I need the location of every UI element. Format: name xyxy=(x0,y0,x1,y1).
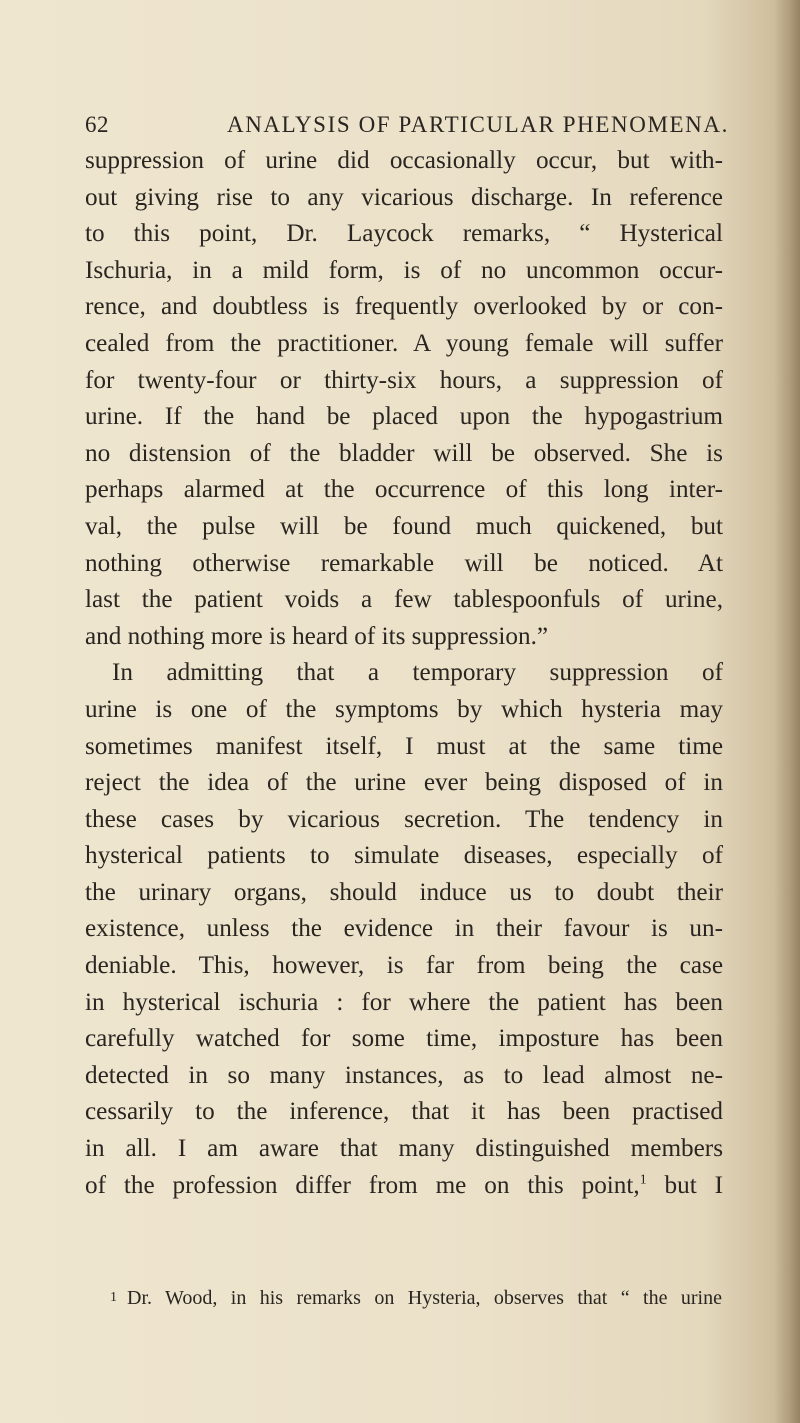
page-edge-shadow xyxy=(774,0,800,1423)
text-line: In admitting that a temporary suppression of xyxy=(112,659,723,687)
text-line: hysterical patients to simulate diseases, especially of xyxy=(85,842,723,870)
text-line: carefully watched for some time, imposture has been xyxy=(85,1025,723,1053)
body-text xyxy=(85,143,723,1204)
footnote-marker: 1 xyxy=(110,1290,117,1305)
text-line: existence, unless the evidence in their favour is un- xyxy=(85,915,723,943)
text-line: these cases by vicarious secretion. The tendency in xyxy=(85,805,723,833)
text-line: Ischuria, in a mild form, is of no uncommon occur- xyxy=(85,256,723,284)
text-line: val, the pulse will be found much quickened, but xyxy=(85,512,723,540)
text-line: suppression of urine did occasionally occur, but with- xyxy=(85,147,723,174)
text-line: cealed from the practitioner. A young female will suffer xyxy=(85,329,723,357)
text-line: for twenty-four or thirty-six hours, a suppression of xyxy=(85,366,723,394)
text-line: perhaps alarmed at the occurrence of this long inter- xyxy=(85,476,723,504)
footnote-reference: 1 xyxy=(639,1170,647,1186)
text-line: last the patient voids a few tablespoonfuls of urine, xyxy=(85,586,723,614)
text-line: deniable. This, however, is far from being the case xyxy=(85,952,723,980)
text-line: reject the idea of the urine ever being disposed of in xyxy=(85,769,723,797)
text-line: in all. I am aware that many distinguished members xyxy=(85,1135,723,1163)
text-line: cessarily to the inference, that it has been practised xyxy=(85,1098,723,1126)
text-line: nothing otherwise remarkable will be noticed. At xyxy=(85,549,723,577)
text-line-end: but I xyxy=(646,1171,723,1199)
text-line: sometimes manifest itself, I must at the same time xyxy=(85,732,723,760)
text-line: urine. If the hand be placed upon the hypogastrium xyxy=(85,403,723,431)
text-line: in hysterical ischuria : for where the patient has been xyxy=(85,988,723,1016)
text-line-start: of the profession differ from me on this point, xyxy=(85,1171,640,1199)
text-line: no distension of the bladder will be observed. She is xyxy=(85,439,723,467)
text-line: the urinary organs, should induce us to doubt their xyxy=(85,878,723,906)
footnote xyxy=(110,1283,722,1313)
text-line: rence, and doubtless is frequently overlooked by or con- xyxy=(85,293,723,321)
footnote-text: Dr. Wood, in his remarks on Hysteria, observes that “ the urine xyxy=(127,1287,722,1309)
text-line: out giving rise to any vicarious discharge. In reference xyxy=(85,183,723,211)
text-line: urine is one of the symptoms by which hysteria may xyxy=(85,695,723,723)
text-line-with-footnote-ref xyxy=(85,1168,723,1205)
text-line: and nothing more is heard of its suppression.” xyxy=(85,622,549,650)
running-head: ANALYSIS OF PARTICULAR PHENOMENA. xyxy=(227,112,729,137)
page-number: 62 xyxy=(85,112,109,137)
text-line: detected in so many instances, as to lead almost ne- xyxy=(85,1061,723,1089)
text-line: to this point, Dr. Laycock remarks, “ Hysterical xyxy=(85,220,723,248)
